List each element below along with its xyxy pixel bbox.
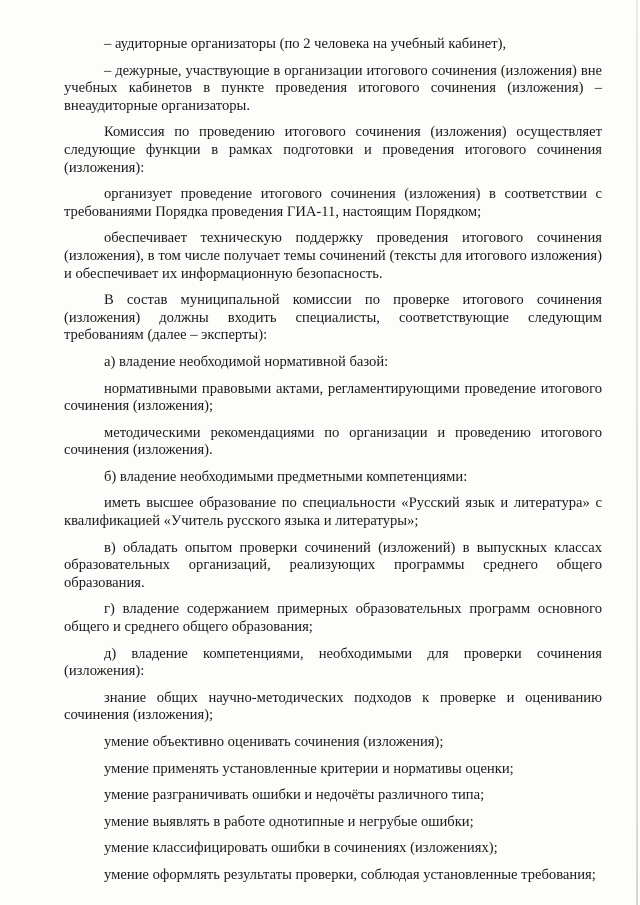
paragraph-technical-support: обеспечивает техническую поддержку проведения итогового сочинения (изложения), в том числе получает темы сочинений (тексты для итогового изложения) и обеспечивает их информационную безопасность. bbox=[64, 230, 602, 282]
paragraph-skill-distinguish: умение разграничивать ошибки и недочёты различного типа; bbox=[104, 787, 485, 804]
paragraph-item-v: в) обладать опытом проверки сочинений (изложений) в выпускных классах образовательных организаций, реализующих программы среднего общего образования. bbox=[64, 539, 602, 591]
paragraph-municipal-commission: В состав муниципальной комиссии по проверке итогового сочинения (изложения) должны входить специалисты, соответствующие следующим требованиям (далее – эксперты): bbox=[64, 292, 602, 344]
scan-edge bbox=[636, 0, 638, 905]
paragraph-skill-identify: умение выявлять в работе однотипные и негрубые ошибки; bbox=[104, 813, 474, 830]
paragraph-item-g: г) владение содержанием примерных образовательных программ основного общего и среднего общего образования; bbox=[64, 601, 602, 636]
paragraph-method-recommendations: методическими рекомендациями по организации и проведению итогового сочинения (изложения). bbox=[64, 424, 602, 459]
paragraph-skill-evaluate: умение объективно оценивать сочинения (изложения); bbox=[104, 734, 444, 750]
paragraph-item-d: д) владение компетенциями, необходимыми для проверки сочинения (изложения): bbox=[64, 645, 602, 680]
paragraph-higher-education: иметь высшее образование по специальности «Русский язык и литература» с квалификацией «Учитель русского языка и литературы»; bbox=[64, 495, 602, 530]
paragraph-skill-format-results: умение оформлять результаты проверки, соблюдая установленные требования; bbox=[104, 866, 596, 883]
paragraph-organizes-conduct: организует проведение итогового сочинения (изложения) в соответствии с требованиями Порядка проведения ГИА-11, настоящим Порядком; bbox=[64, 186, 602, 220]
paragraph-commission-functions: Комиссия по проведению итогового сочинения (изложения) осуществляет следующие функции в рамках подготовки и проведения итогового сочинения (изложения): bbox=[64, 124, 602, 176]
paragraph-item-b: б) владение необходимыми предметными компетенциями: bbox=[104, 468, 468, 485]
paragraph-item-a: а) владение необходимой нормативной базой: bbox=[104, 353, 389, 370]
document-page bbox=[64, 36, 602, 885]
paragraph-skill-criteria: умение применять установленные критерии и нормативы оценки; bbox=[104, 760, 514, 777]
paragraph-knowledge-approaches: знание общих научно-методических подходов к проверке и оцениванию сочинения (изложения); bbox=[64, 689, 602, 724]
paragraph-auditorium-organizers: – аудиторные организаторы (по 2 человека на учебный кабинет), bbox=[104, 36, 507, 52]
paragraph-duty-organizers: – дежурные, участвующие в организации итогового сочинения (изложения) вне учебных кабинетов в пункте проведения итогового сочинения (изложения) – внеаудиторные организаторы. bbox=[64, 62, 602, 114]
paragraph-skill-classify: умение классифицировать ошибки в сочинениях (изложениях); bbox=[104, 840, 498, 857]
paragraph-legal-acts: нормативными правовыми актами, регламентирующими проведение итогового сочинения (изложения); bbox=[64, 380, 602, 415]
